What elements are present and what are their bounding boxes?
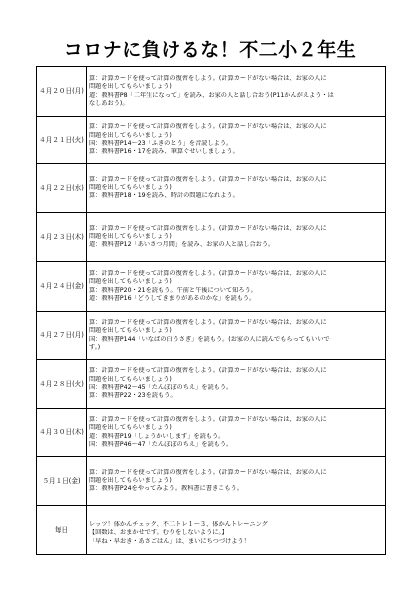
date-cell: ４月２１日(火) <box>37 117 87 164</box>
task-line: 問題を出してもらいましょう) <box>89 232 172 240</box>
schedule-table <box>36 66 386 555</box>
date-cell: ４月２８日(火) <box>37 360 87 409</box>
task-cell <box>87 457 386 506</box>
task-line: なしあおう)。 <box>89 99 129 107</box>
task-line: 問題を出してもらいましょう) <box>89 131 172 139</box>
task-line: 算：計算カードを使って計算の復習をしよう。(計算カードがない場合は、お家の人に <box>89 415 327 423</box>
date-cell: ５月１日(金) <box>37 457 87 506</box>
task-line: 算：教科書P18・19を読み、時計の問題になれよう。 <box>89 192 239 200</box>
task-line: 問題を出してもらいましょう) <box>89 327 172 335</box>
task-line: 問題を出してもらいましょう) <box>89 183 172 191</box>
task-cell <box>87 506 386 555</box>
task-line: 算：教科書P24をやってみよう。教科書に書きこもう。 <box>89 485 243 493</box>
task-line: 算：計算カードを使って計算の復習をしよう。(計算カードがない場合は、お家の人に <box>89 74 327 82</box>
task-cell <box>87 360 386 409</box>
task-line: 道：教科書P12「あいさつ月間」を読み、お家の人と話し合おう。 <box>89 241 275 249</box>
task-line: 国：教科書P42～45「たんぽぽのちえ」を読もう。 <box>89 384 233 391</box>
task-cell <box>87 262 386 312</box>
task-line: 算：計算カードを使って計算の復習をしよう。(計算カードがない場合は、お家の人に <box>89 224 327 232</box>
task-line: 算：計算カードを使って計算の復習をしよう。(計算カードがない場合は、お家の人に <box>89 123 327 131</box>
date-cell: ４月２２日(水) <box>37 164 87 213</box>
page-title: コロナに負けるな！不二小２年生 <box>63 39 357 61</box>
task-line: 国：教科書P144「いなばの白うさぎ」を読もう。(お家の人に読んでもらってもいいで <box>89 335 330 343</box>
table-row <box>37 67 386 117</box>
task-line: 算：計算カードを使って計算の復習をしよう。(計算カードがない場合は、お家の人に <box>89 468 327 476</box>
task-cell <box>87 117 386 164</box>
task-line: 問題を出してもらいましょう) <box>89 476 172 484</box>
task-line: 道：教科書P19「しょうかいします」を読もう。 <box>89 432 225 440</box>
task-line: 道：教科書P8「二年生になって」を読み、お家の人と話し合おう(P11かんがえよう・は <box>89 91 334 99</box>
task-line: 国：教科書P46～47「たんぽぽのちえ」を読もう。 <box>89 440 233 448</box>
task-line: 問題を出してもらいましょう) <box>89 83 172 91</box>
task-line: す。) <box>89 343 101 351</box>
task-line: 算：計算カードを使って計算の復習をしよう。(計算カードがない場合は、お家の人に <box>89 269 327 277</box>
date-cell: ４月２０日(月) <box>37 67 87 117</box>
task-line: 算：計算カードを使って計算の復習をしよう。(計算カードがない場合は、お家の人に <box>89 175 327 183</box>
date-cell: ４月３０日(木) <box>37 409 87 457</box>
task-line: 問題を出してもらいましょう) <box>89 278 172 286</box>
task-line: 算：計算カードを使って計算の復習をしよう。(計算カードがない場合は、お家の人に <box>89 367 327 375</box>
task-line: 算：計算カードを使って計算の復習をしよう。(計算カードがない場合は、お家の人に <box>89 318 327 326</box>
date-cell: 毎日 <box>37 506 87 555</box>
task-line: 算：教科書P16・17を読み、筆算ぐせいしましょう。 <box>89 148 239 156</box>
task-line: 算：教科書P20・21を読もう。午前と午後について知ろう。 <box>89 286 257 294</box>
task-cell <box>87 164 386 213</box>
task-cell <box>87 312 386 360</box>
task-line: レッツ！体かんチェック、不二トレ１～３、体かんトレーニング <box>89 521 268 529</box>
task-line: 【回数は、おまかせです。むりをしないように。】 <box>89 529 228 537</box>
date-cell: ４月２７日(月) <box>37 312 87 360</box>
task-cell <box>87 67 386 117</box>
table-row <box>37 360 386 409</box>
date-cell: ４月２４日(金) <box>37 262 87 312</box>
task-cell <box>87 213 386 262</box>
table-row <box>37 409 386 457</box>
table-row <box>37 457 386 506</box>
table-row <box>37 164 386 213</box>
table-row <box>37 262 386 312</box>
task-line: 国：教科書P14～23「ふきのとう」を音読しよう。 <box>89 140 233 147</box>
task-line: 「早ね・早おき・あさごはん」は、まいにちつづけよう！ <box>89 537 250 545</box>
task-line: 道：教科書P16「どうしてきまりがあるのかな」を読もう。 <box>89 294 256 302</box>
table-row <box>37 213 386 262</box>
task-cell <box>87 409 386 457</box>
task-line: 算：教科書P22・23を読もう。 <box>89 392 177 400</box>
task-line: 問題を出してもらいましょう) <box>89 424 172 432</box>
table-row <box>37 506 386 555</box>
date-cell: ４月２３日(木) <box>37 213 87 262</box>
table-row <box>37 312 386 360</box>
task-line: 問題を出してもらいましょう) <box>89 375 172 383</box>
table-row <box>37 117 386 164</box>
